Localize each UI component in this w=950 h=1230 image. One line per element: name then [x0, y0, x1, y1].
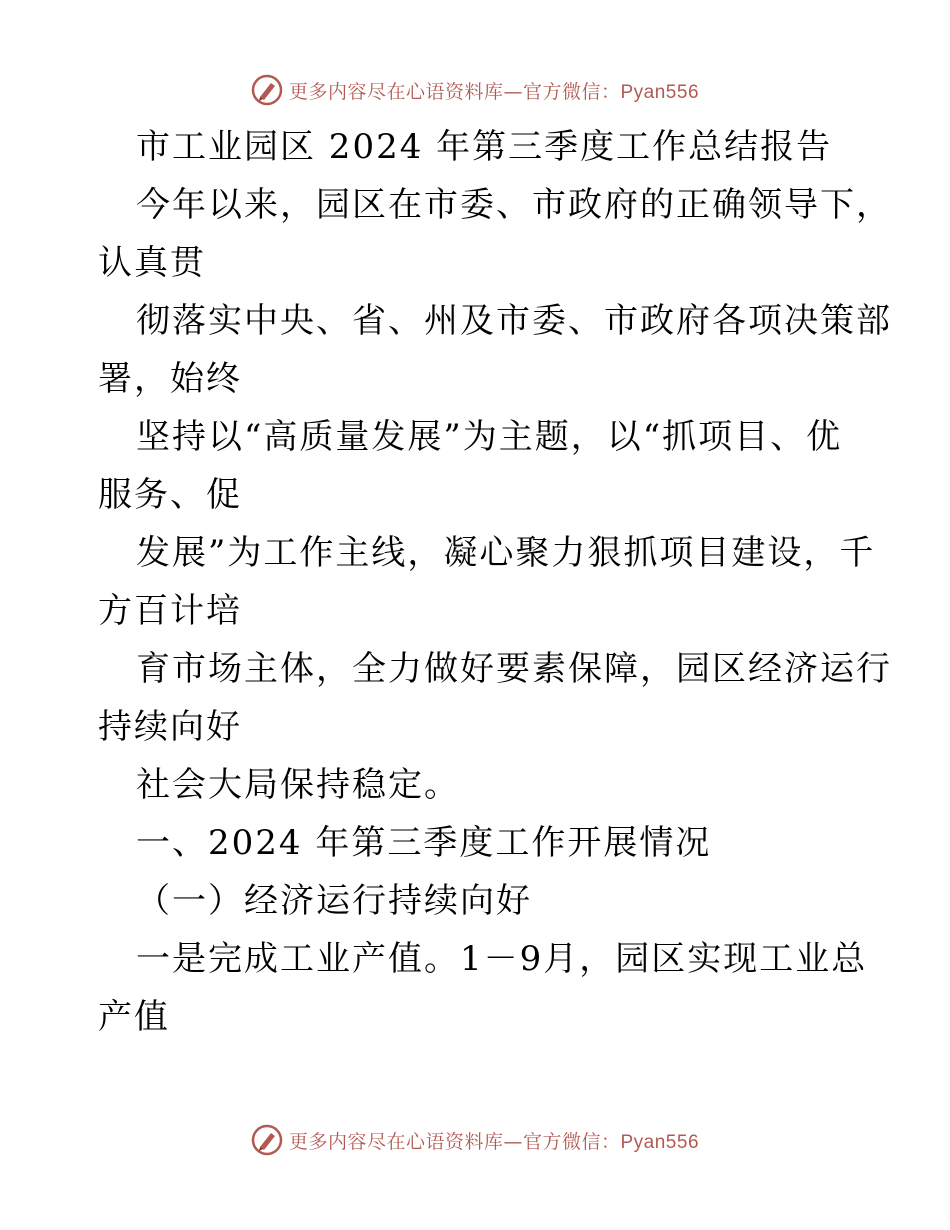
- text-line: 社会大局保持稳定。: [136, 765, 460, 805]
- text-line: 坚持以“高质量发展”为主题，以“抓项目、优: [136, 417, 843, 457]
- watermark-text: [289, 77, 699, 104]
- watermark-id: Pyan556: [620, 81, 700, 103]
- watermark-separator: —: [503, 1130, 523, 1153]
- watermark-text: [289, 1127, 699, 1154]
- text-line: 一、2024 年第三季度工作开展情况: [136, 823, 712, 863]
- text-line: 产值: [98, 997, 170, 1037]
- text-line: 市工业园区 2024 年第三季度工作总结报告: [136, 127, 833, 167]
- text-line: 彻落实中央、省、州及市委、市政府各项决策部: [136, 301, 892, 341]
- text-line: 认真贯: [98, 243, 206, 283]
- document-body: [98, 118, 892, 1046]
- text-line: 发展”为工作主线，凝心聚力狠抓项目建设，千: [136, 533, 876, 573]
- header-watermark: [0, 70, 950, 110]
- text-line: 今年以来，园区在市委、市政府的正确领导下，: [136, 185, 892, 225]
- watermark-separator: —: [503, 80, 523, 103]
- watermark-site: 更多内容尽在心语资料库: [288, 1130, 504, 1153]
- watermark-id: Pyan556: [620, 1131, 700, 1153]
- text-line: 一是完成工业产值。1－9月，园区实现工业总: [136, 939, 868, 979]
- text-line: 育市场主体，全力做好要素保障，园区经济运行: [136, 649, 892, 689]
- text-line: 服务、促: [98, 475, 242, 515]
- watermark-label: 官方微信：: [522, 80, 621, 103]
- footer-watermark: [0, 1120, 950, 1160]
- text-line: 方百计培: [98, 591, 242, 631]
- pen-logo-icon: [251, 1124, 283, 1156]
- text-line: 持续向好: [98, 707, 242, 747]
- watermark-label: 官方微信：: [522, 1130, 621, 1153]
- pen-logo-icon: [251, 74, 283, 106]
- text-line: 署，始终: [98, 359, 242, 399]
- watermark-site: 更多内容尽在心语资料库: [288, 80, 504, 103]
- text-line: （一）经济运行持续向好: [136, 881, 532, 921]
